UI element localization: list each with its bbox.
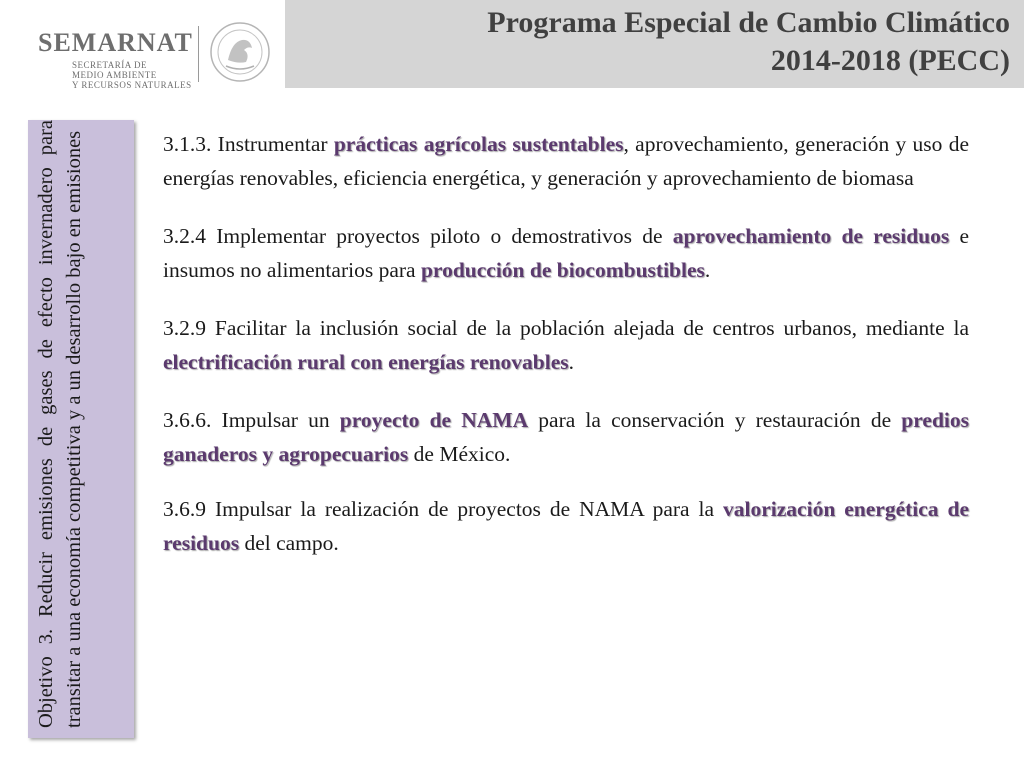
paragraph-text: 3.2.9 Facilitar la inclusión social de la población alejada de centros urbanos, mediante la bbox=[163, 316, 969, 340]
logo-sub-line: SECRETARÍA DE bbox=[72, 60, 148, 70]
paragraph-text: para la conservación y restauración de bbox=[528, 408, 902, 432]
paragraph-text: de México. bbox=[408, 442, 511, 466]
action-item bbox=[163, 403, 969, 471]
semarnat-logo bbox=[28, 20, 278, 90]
logo-divider bbox=[198, 26, 199, 82]
logo-subtitle bbox=[72, 60, 192, 90]
title-banner bbox=[285, 0, 1024, 88]
paragraph-text: del campo. bbox=[239, 531, 339, 555]
page-title: Programa Especial de Cambio Climático bbox=[487, 6, 1010, 39]
objective-panel bbox=[28, 120, 134, 738]
paragraph-text: , aprovechamiento, generación y uso de energías renovables, eficiencia energética, y generación y aprovechamiento de biomasa bbox=[163, 132, 969, 190]
action-item bbox=[163, 219, 969, 287]
highlighted-term: predios ganaderos y agropecuarios bbox=[163, 408, 969, 466]
logo-sub-line: MEDIO AMBIENTE bbox=[72, 70, 157, 80]
highlighted-term: valorización energética de residuos bbox=[163, 497, 969, 555]
action-item bbox=[163, 127, 969, 195]
action-list bbox=[163, 127, 969, 584]
paragraph-text: . bbox=[568, 350, 574, 374]
highlighted-term: proyecto de NAMA bbox=[339, 408, 529, 432]
paragraph-text: . bbox=[704, 258, 711, 282]
logo-sub-line: Y RECURSOS NATURALES bbox=[72, 80, 192, 90]
paragraph-text: e insumos no alimentarios para bbox=[163, 224, 969, 282]
paragraph-text: 3.6.6. Impulsar un bbox=[163, 408, 340, 432]
paragraph-text: 3.2.4 Implementar proyectos piloto o demostrativos de bbox=[163, 224, 673, 248]
page-subtitle: 2014-2018 (PECC) bbox=[770, 44, 1010, 77]
mexico-seal-icon bbox=[208, 20, 272, 84]
paragraph-text: 3.1.3. Instrumentar bbox=[163, 132, 334, 156]
paragraph-text: 3.6.9 Impulsar la realización de proyectos de NAMA para la bbox=[163, 497, 724, 521]
highlighted-term: aprovechamiento de residuos bbox=[672, 224, 950, 248]
action-item bbox=[163, 492, 969, 560]
highlighted-term: prácticas agrícolas sustentables bbox=[333, 132, 624, 156]
objective-text: Objetivo 3. Reducir emisiones de gases de efecto invernadero para transitar a una economía competitiva y a un desarrollo bajo en emisiones bbox=[35, 120, 85, 728]
logo-wordmark: SEMARNAT bbox=[38, 28, 193, 57]
highlighted-term: producción de biocombustibles bbox=[420, 258, 705, 282]
action-item bbox=[163, 311, 969, 379]
highlighted-term: electrificación rural con energías renovables bbox=[163, 350, 569, 374]
